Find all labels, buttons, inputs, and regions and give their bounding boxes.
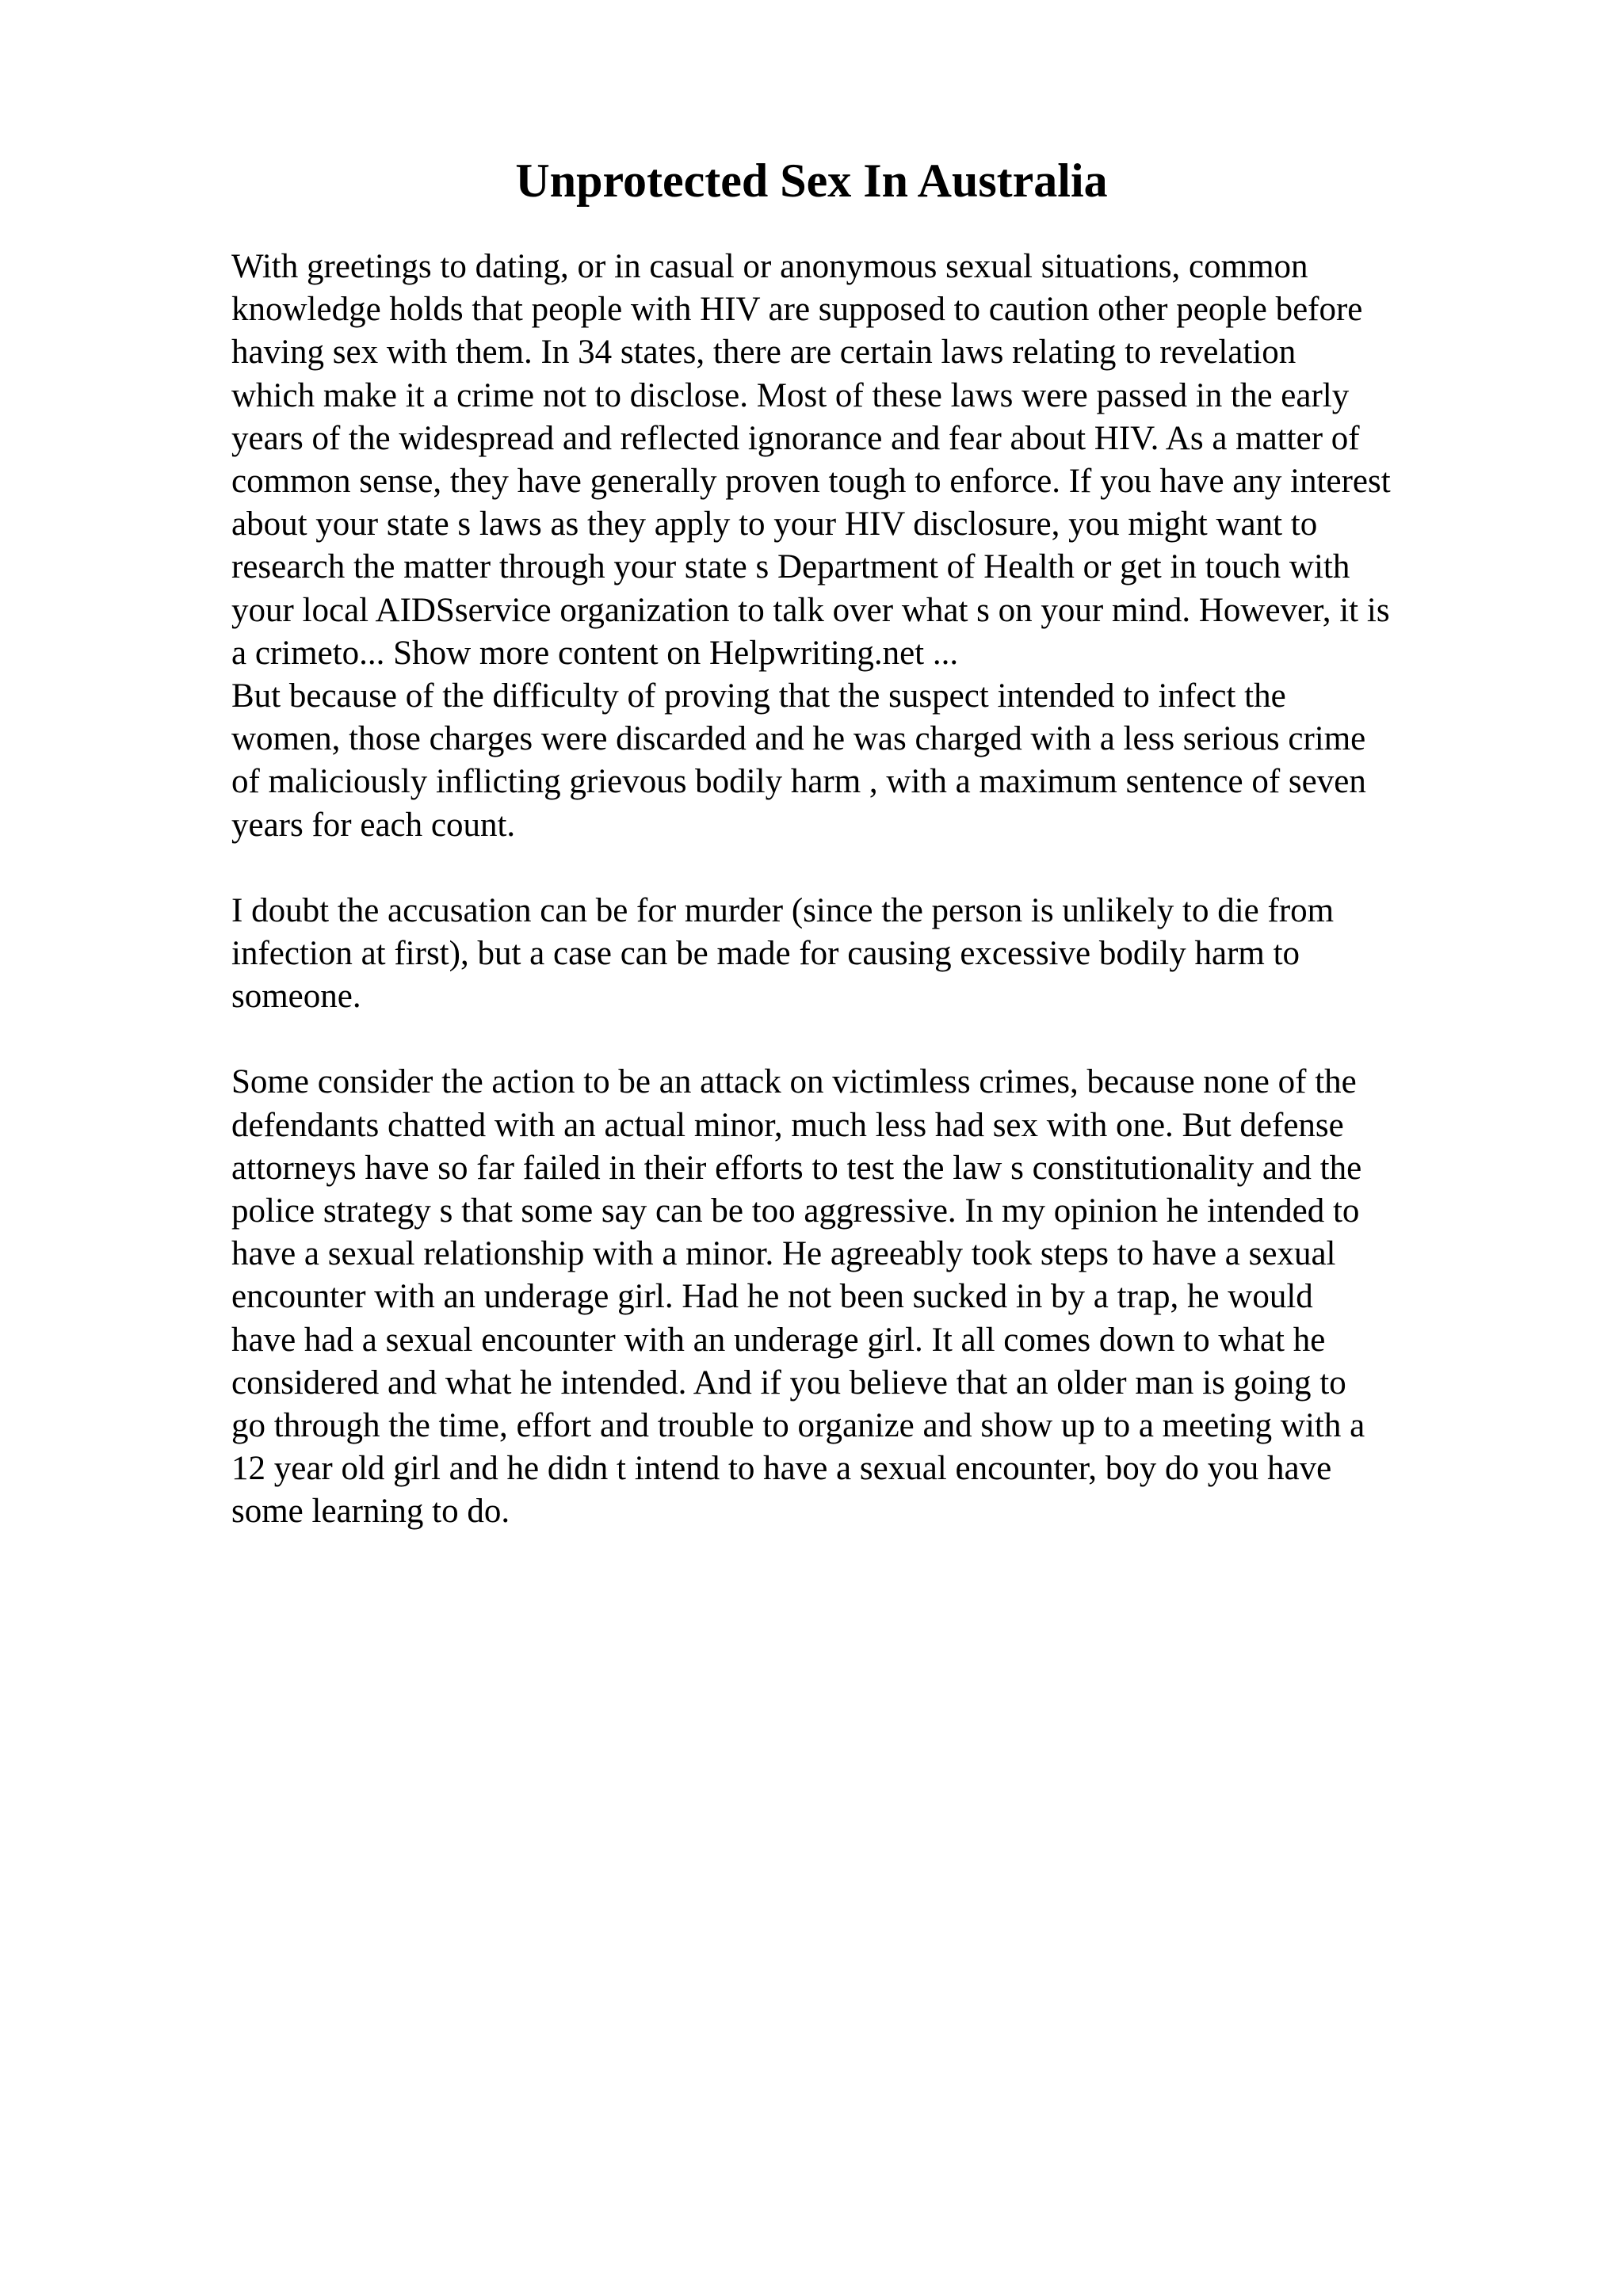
text-line: infection at first), but a case can be made for causing excessive bodily harm to <box>231 935 1300 973</box>
text-line: years for each count. <box>231 806 516 844</box>
text-line: defendants chatted with an actual minor, much less had sex with one. But defense <box>231 1106 1344 1144</box>
text-line: I doubt the accusation can be for murder (since the person is unlikely to die from <box>231 891 1335 929</box>
text-line: encounter with an underage girl. Had he not been sucked in by a trap, he would <box>231 1278 1313 1316</box>
text-line: attorneys have so far failed in their efforts to test the law s constitutionality and the <box>231 1149 1362 1187</box>
text-line: have had a sexual encounter with an underage girl. It all comes down to what he <box>231 1321 1326 1359</box>
text-line: women, those charges were discarded and he was charged with a less serious crime <box>231 720 1366 758</box>
text-line: go through the time, effort and trouble to organize and show up to a meeting with a <box>231 1407 1365 1445</box>
text-line: Some consider the action to be an attack on victimless crimes, because none of the <box>231 1063 1357 1101</box>
text-line: your local AIDSservice organization to talk over what s on your mind. However, it is <box>231 591 1390 629</box>
paragraph-spacer <box>231 847 1515 890</box>
text-line: considered and what he intended. And if you believe that an older man is going to <box>231 1363 1346 1402</box>
paragraph-1 <box>231 246 1515 847</box>
text-line: of maliciously inflicting grievous bodily harm , with a maximum sentence of seven <box>231 763 1366 801</box>
text-line: some learning to do. <box>231 1493 510 1531</box>
text-line: common sense, they have generally proven tough to enforce. If you have any interest <box>231 463 1391 501</box>
text-line: about your state s laws as they apply to your HIV disclosure, you might want to <box>231 505 1318 543</box>
text-line: With greetings to dating, or in casual or anonymous sexual situations, common <box>231 248 1308 285</box>
text-line: which make it a crime not to disclose. Most of these laws were passed in the early <box>231 376 1350 414</box>
document-body <box>231 246 1515 1534</box>
text-line: a crimeto... Show more content on Helpwriting.net ... <box>231 634 959 672</box>
text-line: research the matter through your state s Department of Health or get in touch with <box>231 548 1350 586</box>
paragraph-3 <box>231 1061 1515 1533</box>
text-line: police strategy s that some say can be too aggressive. In my opinion he intended to <box>231 1192 1360 1230</box>
text-line: have a sexual relationship with a minor. He agreeably took steps to have a sexual <box>231 1235 1336 1273</box>
text-line: someone. <box>231 978 361 1016</box>
document-title: Unprotected Sex In Australia <box>515 154 1108 207</box>
text-line: knowledge holds that people with HIV are supposed to caution other people before <box>231 291 1363 329</box>
paragraph-spacer <box>231 1018 1515 1061</box>
paragraph-2 <box>231 890 1515 1019</box>
text-line: But because of the difficulty of proving that the suspect intended to infect the <box>231 677 1286 715</box>
text-line: years of the widespread and reflected ignorance and fear about HIV. As a matter of <box>231 419 1360 457</box>
text-line: having sex with them. In 34 states, there are certain laws relating to revelation <box>231 334 1296 372</box>
text-line: 12 year old girl and he didn t intend to have a sexual encounter, boy do you have <box>231 1450 1332 1488</box>
